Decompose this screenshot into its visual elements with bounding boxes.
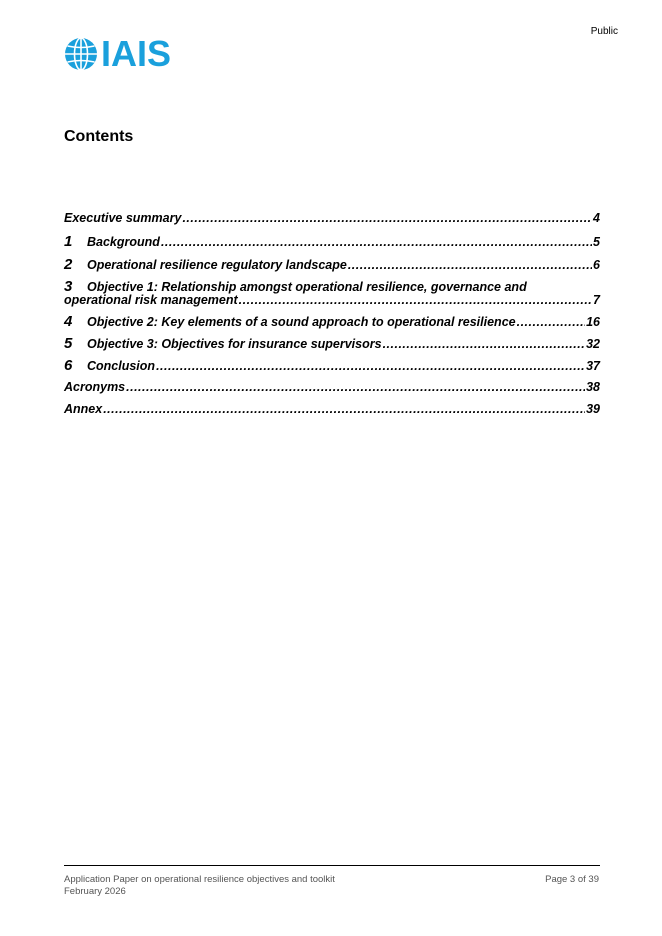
toc-entry-conclusion[interactable] bbox=[64, 357, 600, 379]
toc-entry-page: 16 bbox=[586, 314, 600, 329]
toc-entry-annex[interactable] bbox=[64, 402, 600, 424]
toc-entry-title: Acronyms bbox=[64, 379, 126, 394]
logo-wordmark: IAIS bbox=[101, 33, 172, 74]
toc-entry-regulatory-landscape[interactable] bbox=[64, 256, 600, 278]
dot-leader bbox=[182, 211, 592, 225]
toc-entry-title: Operational resilience regulatory landscape bbox=[87, 257, 347, 272]
toc-entry-number: 1 bbox=[64, 233, 73, 251]
dot-leader bbox=[161, 235, 592, 249]
toc-entry-page: 39 bbox=[586, 402, 600, 417]
toc-entry-page: 32 bbox=[586, 337, 600, 352]
toc-entry-title: Objective 2: Key elements of a sound approach to operational resilience bbox=[87, 314, 516, 329]
footer-divider bbox=[64, 865, 600, 866]
toc-entry-title: Background bbox=[87, 235, 160, 250]
toc-entry-number: 4 bbox=[64, 312, 73, 330]
toc-entry-title-continued: operational risk management bbox=[64, 292, 238, 307]
toc-entry-title: Conclusion bbox=[87, 359, 156, 374]
toc-entry-number: 6 bbox=[64, 357, 73, 375]
dot-leader bbox=[348, 258, 592, 272]
dot-leader bbox=[239, 293, 592, 307]
footer-document-info bbox=[64, 874, 335, 898]
toc-entry-number: 3 bbox=[64, 277, 73, 295]
footer-document-title: Application Paper on operational resilience objectives and toolkit bbox=[64, 874, 335, 885]
toc-entry-page: 6 bbox=[593, 257, 600, 272]
toc-entry-title: Executive summary bbox=[64, 211, 182, 225]
toc-entry-objective-3[interactable] bbox=[64, 335, 600, 357]
toc-entry-number: 2 bbox=[64, 255, 73, 273]
dot-leader bbox=[383, 337, 586, 351]
toc-entry-title: Objective 3: Objectives for insurance supervisors bbox=[87, 337, 382, 352]
dot-leader bbox=[517, 315, 585, 329]
footer-date: February 2026 bbox=[64, 886, 126, 897]
dot-leader bbox=[103, 402, 585, 416]
toc-entry-background[interactable] bbox=[64, 233, 600, 255]
iais-logo bbox=[64, 33, 172, 74]
globe-icon bbox=[64, 37, 98, 71]
toc-entry-objective-2[interactable] bbox=[64, 313, 600, 335]
toc-entry-page: 37 bbox=[586, 359, 600, 374]
dot-leader bbox=[126, 380, 585, 394]
toc-entry-page: 7 bbox=[593, 292, 600, 307]
toc-entry-number: 5 bbox=[64, 335, 73, 353]
classification-label: Public bbox=[590, 26, 618, 37]
contents-heading: Contents bbox=[64, 128, 134, 145]
dot-leader bbox=[156, 359, 585, 373]
table-of-contents bbox=[64, 211, 600, 424]
toc-entry-objective-1[interactable] bbox=[64, 278, 600, 308]
toc-entry-page: 4 bbox=[593, 211, 600, 225]
toc-entry-page: 5 bbox=[593, 235, 600, 250]
toc-entry-title: Annex bbox=[64, 402, 103, 417]
footer-page-number: Page 3 of 39 bbox=[545, 874, 599, 885]
toc-entry-page: 38 bbox=[586, 379, 600, 394]
toc-entry-executive-summary[interactable] bbox=[64, 211, 600, 233]
toc-entry-acronyms[interactable] bbox=[64, 380, 600, 402]
toc-entry-title: Objective 1: Relationship amongst operational resilience, governance and bbox=[87, 279, 527, 294]
